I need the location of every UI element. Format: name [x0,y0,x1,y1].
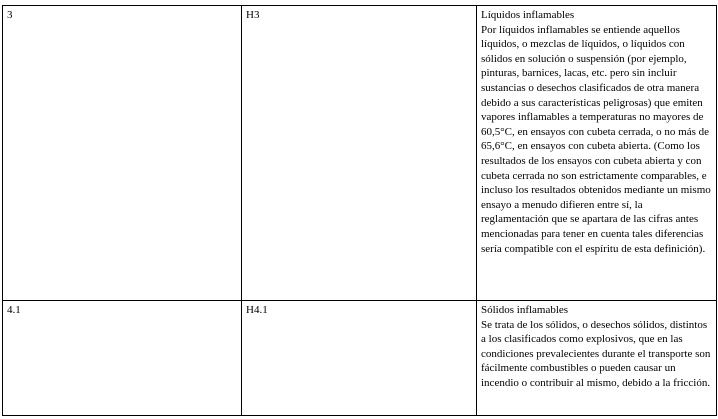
table-row [3,301,717,416]
characteristic-title: Sólidos inflamables [481,304,569,316]
hazard-classification-table [2,5,717,416]
class-number-cell: 4.1 [3,301,242,416]
class-number-cell: 3 [3,6,242,301]
characteristics-cell [477,301,717,416]
characteristic-description: Por líquidos inflamables se entiende aquellos líquidos, o mezclas de líquidos, o líquidos con sólidos en solución o suspensión (por ejemplo, pinturas, barnices, lacas, etc. pero sin incluir sustancias o desechos clasificados de otra manera debido a sus características peligrosas) que emiten vapores inflamables a temperaturas no mayores de 60,5°C, en ensayos con cubeta cerrada, o no más de 65,6°C, en ensayos con cubeta abierta. (Como los resultados de los ensayos con cubeta abierta y con cubeta cerrada no son estrictamente comparables, e incluso los resultados obtenidos mediante un mismo ensayo a menudo difieren entre sí, la reglamentación que se apartara de las cifras antes mencionadas para tener en cuenta tales diferencias sería compatible con el espíritu de esta definición). [481,23,711,255]
hazard-code-cell: H4.1 [242,301,477,416]
characteristic-title: Líquidos inflamables [481,9,575,21]
table-row [3,6,717,301]
characteristic-description: Se trata de los sólidos, o desechos sólidos, distintos a los clasificados como explosivos, que en las condiciones prevalecientes durante el transporte son fácilmente combustibles o pueden causar un incendio o contribuir al mismo, debido a la fricción. [481,318,711,389]
characteristics-cell [477,6,717,301]
hazard-code-cell: H3 [242,6,477,301]
